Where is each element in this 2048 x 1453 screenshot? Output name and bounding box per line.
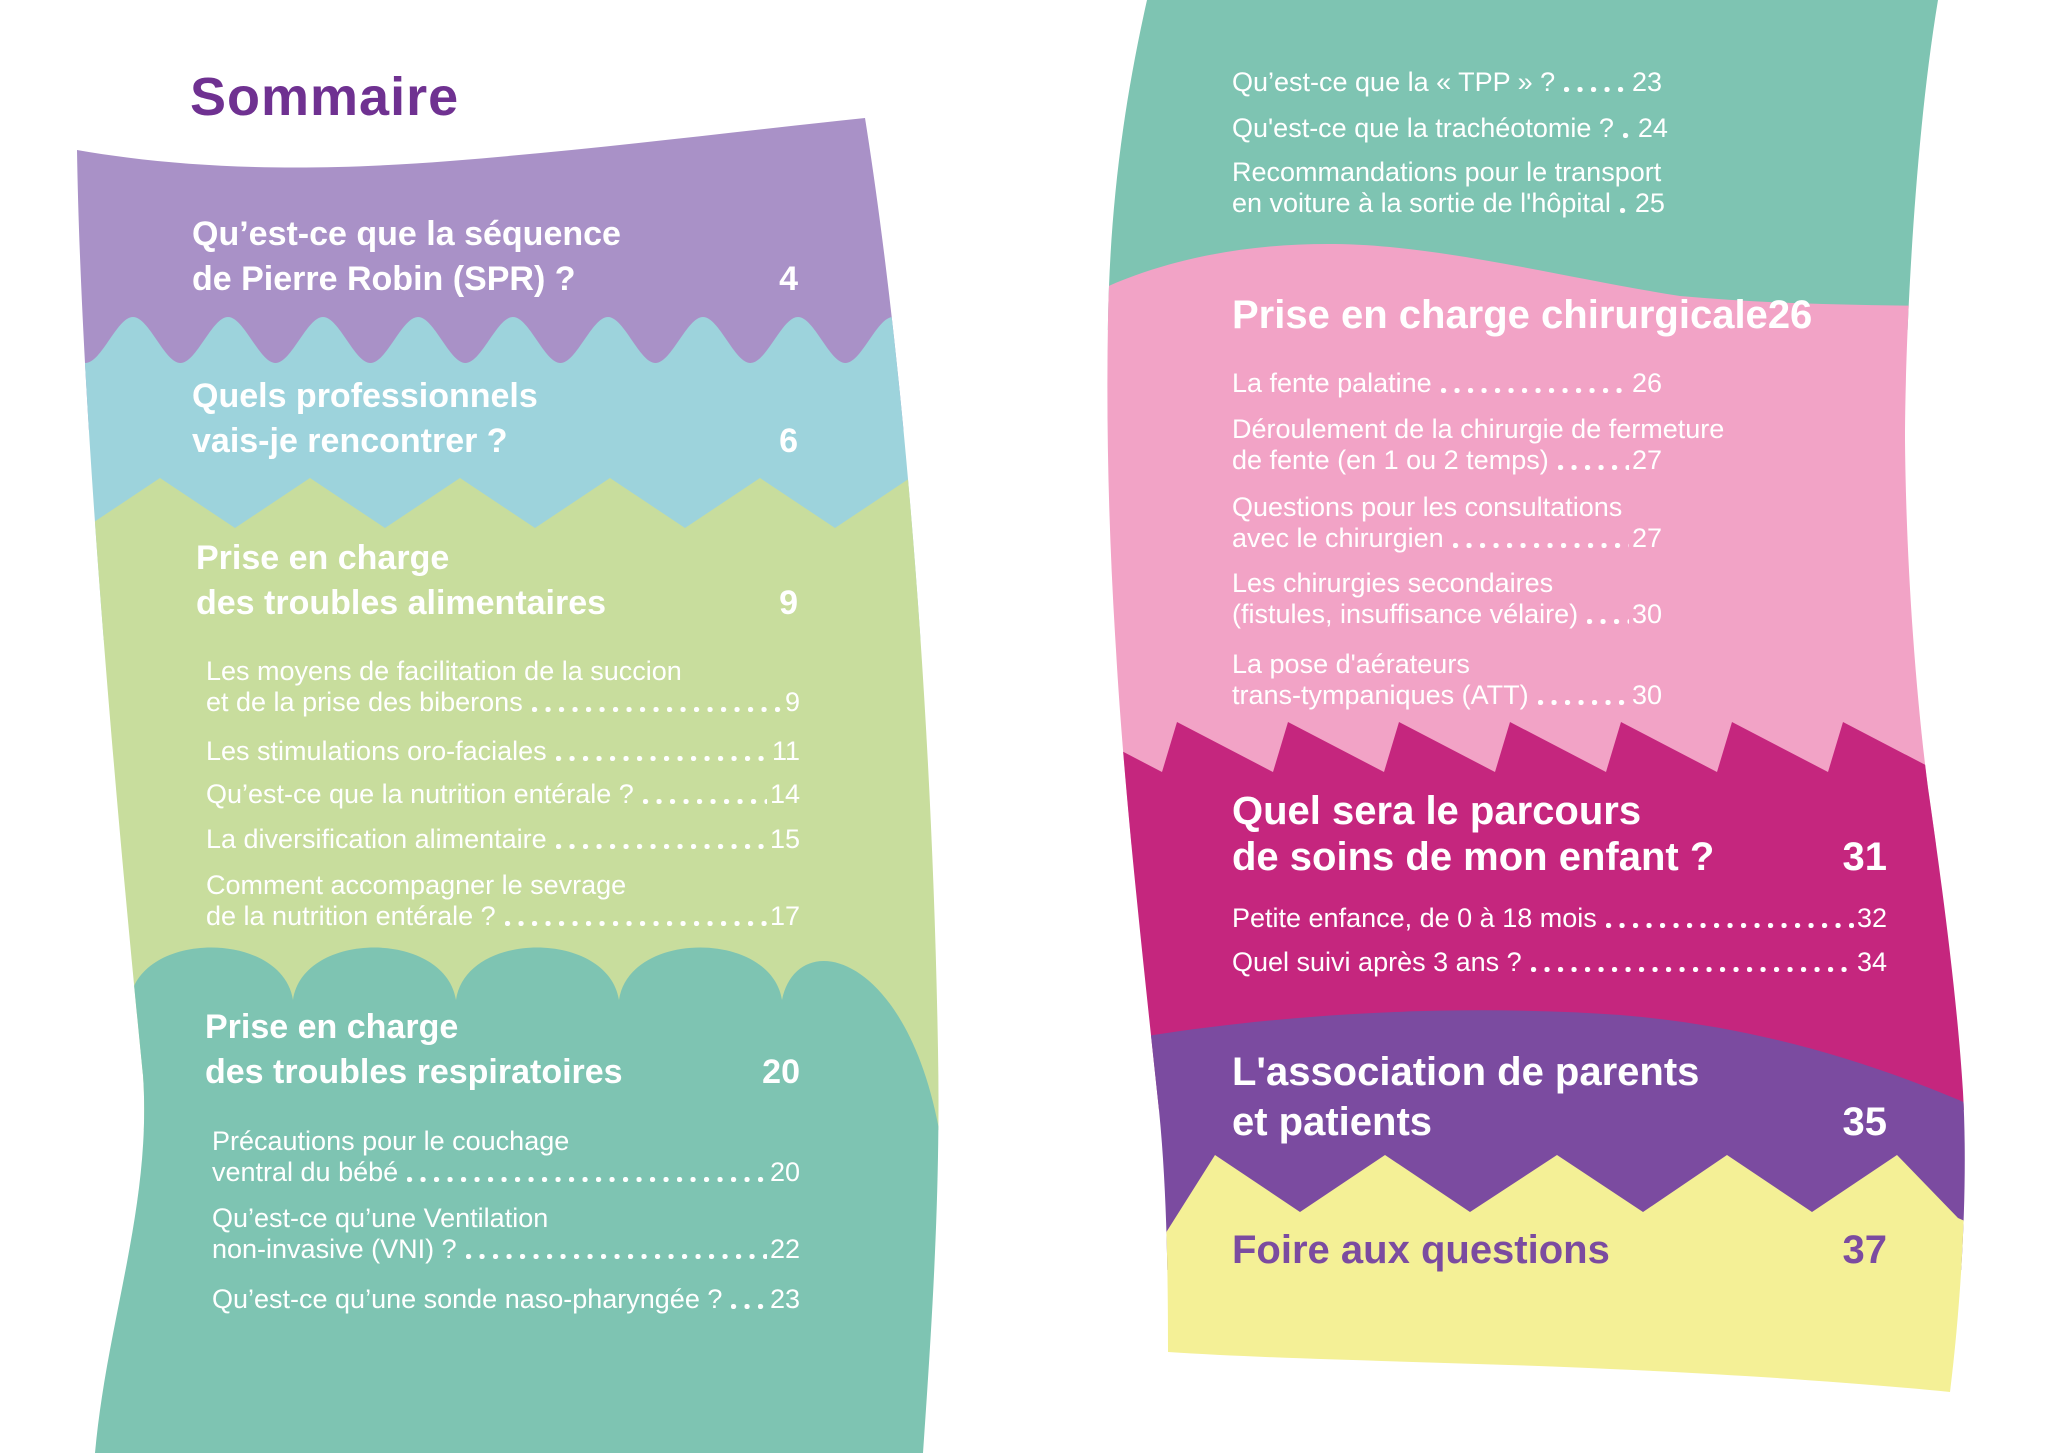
dotted-leader — [643, 779, 767, 810]
toc-heading-respiratoires — [205, 1005, 800, 1095]
entry-label: La diversification alimentaire — [206, 824, 547, 854]
toc-entry — [206, 736, 800, 767]
dotted-leader — [1558, 445, 1629, 476]
band-yellow-faq — [1150, 1155, 1990, 1453]
entry-label: (fistules, insuffisance vélaire) — [1232, 599, 1579, 629]
entry-label: Recommandations pour le transport — [1232, 157, 1662, 187]
heading-line: de Pierre Robin (SPR) ? — [192, 260, 576, 298]
page-title: Sommaire — [190, 67, 460, 127]
dotted-leader — [1623, 113, 1635, 144]
heading-line: Qu’est-ce que la séquence — [192, 215, 621, 253]
page-number: 9 — [779, 584, 798, 622]
entry-label: ventral du bébé — [212, 1157, 399, 1187]
toc-entry — [1232, 157, 1665, 219]
page-number: 26 — [1631, 368, 1662, 398]
toc-entry — [1232, 947, 1887, 978]
page-number: 27 — [1631, 523, 1662, 553]
toc-entry — [212, 1284, 800, 1315]
heading-line: Prise en charge — [196, 539, 450, 577]
toc-entry — [1232, 492, 1662, 554]
toc-entry — [1232, 113, 1668, 144]
page-number: 25 — [1634, 188, 1665, 218]
dotted-leader — [407, 1157, 767, 1188]
heading-line: Quel sera le parcours — [1232, 789, 1642, 833]
entry-label: Qu’est-ce que la nutrition entérale ? — [206, 779, 634, 809]
toc-entry — [206, 656, 800, 718]
heading-line: Foire aux questions — [1232, 1228, 1610, 1272]
page-number: 34 — [1856, 947, 1887, 977]
page-number: 4 — [779, 260, 798, 298]
entry-label: Qu'est-ce que la trachéotomie ? — [1232, 113, 1614, 143]
entry-label: de la nutrition entérale ? — [206, 901, 496, 931]
toc-entry — [212, 1203, 800, 1265]
entry-label: Questions pour les consultations — [1232, 492, 1623, 522]
toc-entry — [1232, 67, 1662, 98]
dotted-leader — [1441, 368, 1629, 399]
toc-entry — [206, 779, 800, 810]
toc-heading-parcours — [1232, 788, 1887, 880]
heading-line: des troubles alimentaires — [196, 584, 607, 622]
dotted-leader — [1538, 680, 1629, 711]
heading-line: Quels professionnels — [192, 377, 538, 415]
entry-label: Les moyens de facilitation de la succion — [206, 656, 682, 686]
heading-line: Prise en charge — [205, 1008, 459, 1046]
heading-line: vais-je rencontrer ? — [192, 422, 508, 460]
page-number: 11 — [771, 736, 800, 766]
page-number: 30 — [1631, 599, 1662, 629]
entry-label: Les stimulations oro-faciales — [206, 736, 547, 766]
entry-label: en voiture à la sortie de l'hôpital — [1232, 188, 1611, 218]
dotted-leader — [1531, 947, 1854, 978]
page-number: 27 — [1631, 445, 1662, 475]
page-number: 30 — [1631, 680, 1662, 710]
heading-line: des troubles respiratoires — [205, 1053, 623, 1091]
toc-heading-professionnels — [192, 374, 798, 464]
entry-label: Qu’est-ce qu’une Ventilation — [212, 1203, 549, 1233]
page-number: 37 — [1842, 1228, 1887, 1272]
entry-label: avec le chirurgien — [1232, 523, 1444, 553]
page-number: 35 — [1842, 1100, 1887, 1144]
toc-entry — [1232, 368, 1662, 399]
toc-entry — [1232, 414, 1725, 476]
entry-label: Déroulement de la chirurgie de fermeture — [1232, 414, 1725, 444]
dotted-leader — [1620, 188, 1632, 219]
toc-entry — [1232, 649, 1662, 711]
dotted-leader — [532, 687, 782, 718]
entry-label: Comment accompagner le sevrage — [206, 870, 627, 900]
dotted-leader — [466, 1234, 767, 1265]
entry-label: La fente palatine — [1232, 368, 1432, 398]
page-number: 26 — [1767, 293, 1813, 337]
entry-label: Précautions pour le couchage — [212, 1126, 570, 1156]
entry-label: Petite enfance, de 0 à 18 mois — [1232, 903, 1597, 933]
entry-label: et de la prise des biberons — [206, 687, 523, 717]
heading-line: Prise en charge chirurgicale — [1232, 293, 1768, 337]
dotted-leader — [1587, 599, 1629, 630]
dotted-leader — [1606, 903, 1854, 934]
entry-label: Qu’est-ce que la « TPP » ? — [1232, 67, 1556, 97]
page-number: 20 — [762, 1053, 800, 1091]
entry-label: Qu’est-ce qu’une sonde naso-pharyngée ? — [212, 1284, 723, 1314]
toc-entry — [212, 1126, 800, 1188]
page-number: 17 — [769, 901, 800, 931]
heading-line: et patients — [1232, 1100, 1433, 1144]
toc-entry — [206, 824, 800, 855]
dotted-leader — [556, 736, 769, 767]
toc-heading-sequence-pierre-robin — [192, 212, 798, 302]
entry-label: de fente (en 1 ou 2 temps) — [1232, 445, 1549, 475]
toc-heading-chirurgicale — [1232, 288, 1813, 342]
toc-heading-faq — [1232, 1225, 1887, 1275]
page-number: 6 — [779, 422, 798, 460]
dotted-leader — [505, 901, 767, 932]
heading-line: L'association de parents — [1232, 1050, 1700, 1094]
dotted-leader — [1453, 523, 1629, 554]
dotted-leader — [1564, 67, 1629, 98]
heading-line: de soins de mon enfant ? — [1232, 835, 1715, 879]
page-number: 23 — [1631, 67, 1662, 97]
toc-entry — [1232, 568, 1662, 630]
entry-label: Quel suivi après 3 ans ? — [1232, 947, 1522, 977]
page-number: 14 — [769, 779, 800, 809]
page-number: 23 — [769, 1284, 800, 1314]
toc-heading-alimentaires — [196, 536, 798, 626]
page-number: 22 — [769, 1234, 800, 1264]
toc-entry — [1232, 903, 1887, 934]
toc-entry — [206, 870, 800, 932]
entry-label: Les chirurgies secondaires — [1232, 568, 1554, 598]
dotted-leader — [556, 824, 767, 855]
entry-label: La pose d'aérateurs — [1232, 649, 1470, 679]
toc-heading-association — [1232, 1047, 1887, 1147]
dotted-leader — [731, 1284, 767, 1315]
page-number: 24 — [1637, 113, 1668, 143]
entry-label: trans-tympaniques (ATT) — [1232, 680, 1529, 710]
page-number: 32 — [1856, 903, 1887, 933]
page-number: 31 — [1842, 835, 1887, 879]
entry-label: non-invasive (VNI) ? — [212, 1234, 457, 1264]
page-number: 20 — [769, 1157, 800, 1187]
page-number: 9 — [784, 687, 800, 717]
page-number: 15 — [769, 824, 800, 854]
